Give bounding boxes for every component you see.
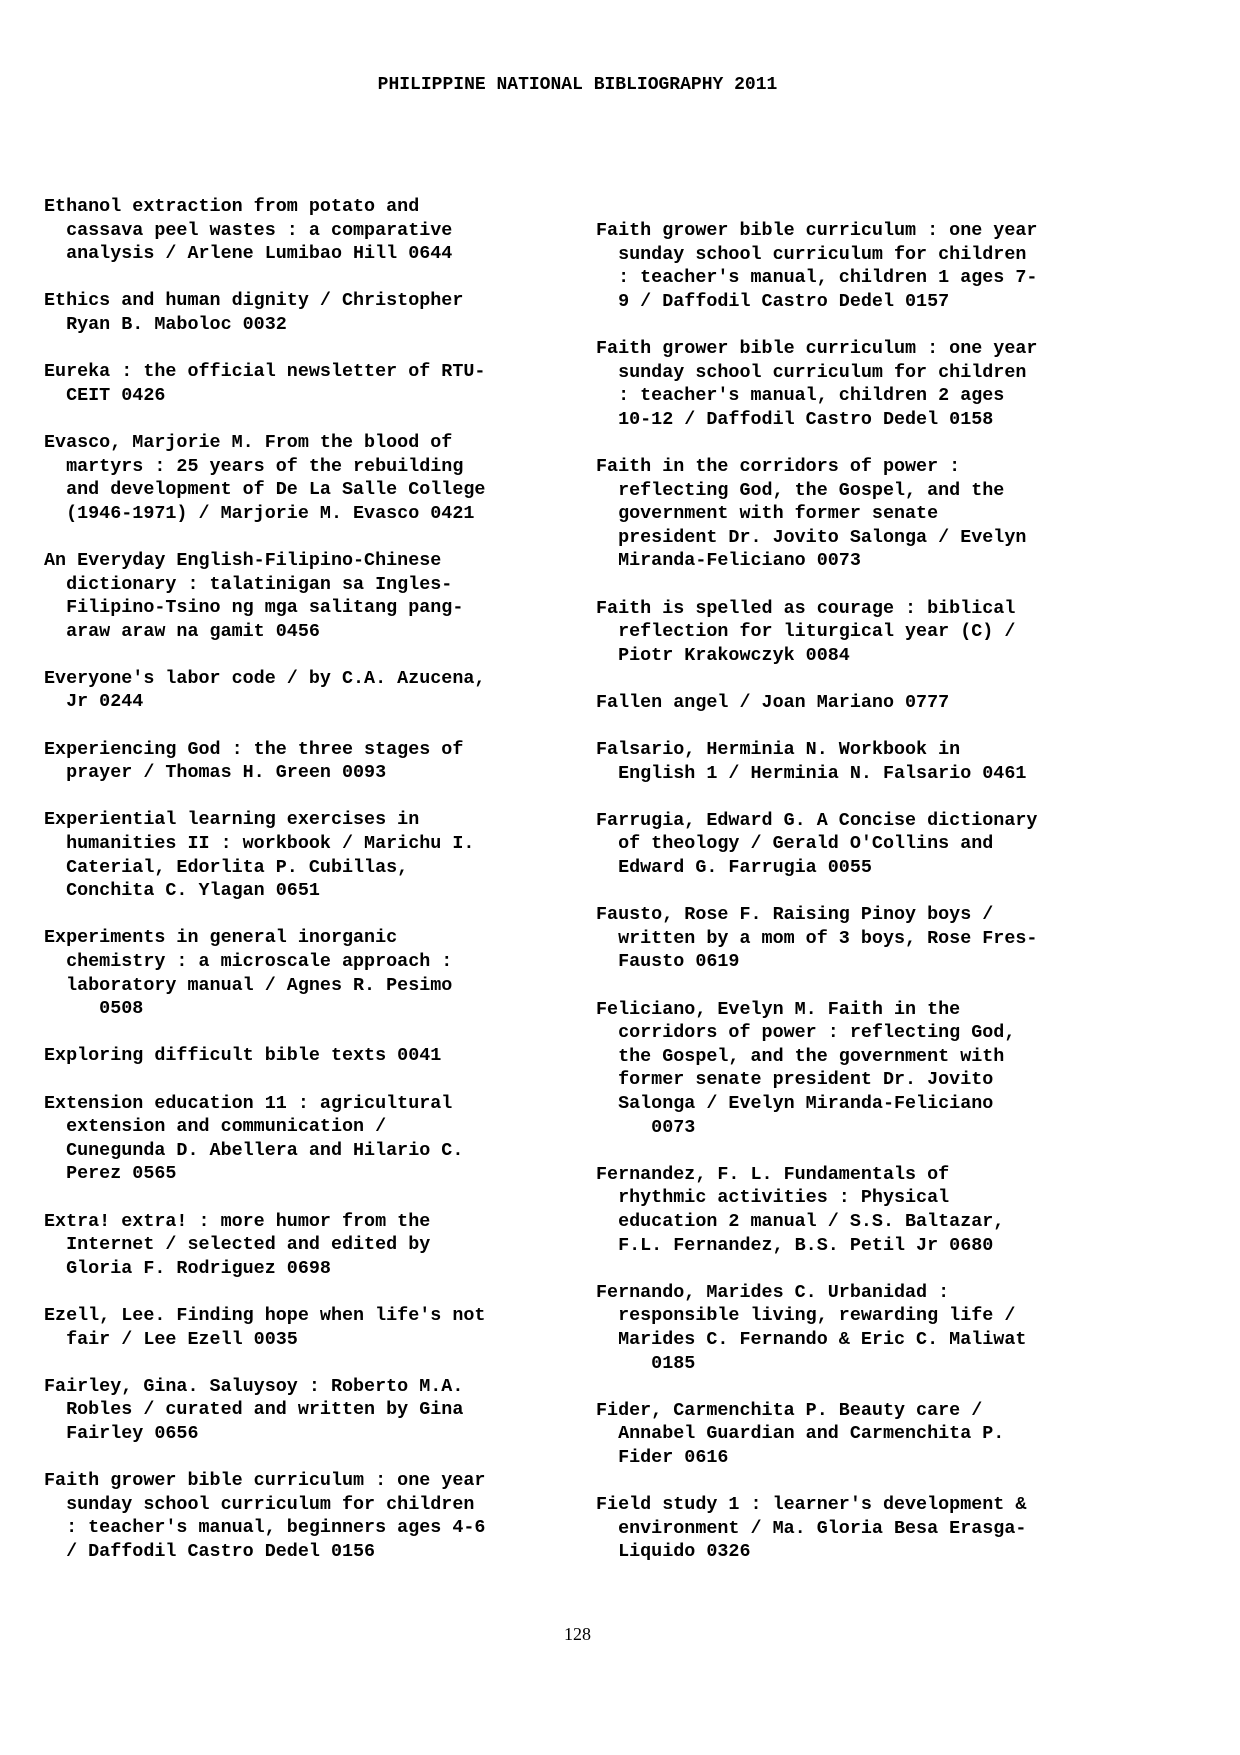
bibliography-entry: Eureka : the official newsletter of RTU- CEIT 0426 bbox=[44, 361, 486, 406]
right-column bbox=[596, 219, 1136, 1587]
bibliography-entry: Fider, Carmenchita P. Beauty care / Annabel Guardian and Carmenchita P. Fider 0616 bbox=[596, 1399, 1005, 1468]
page-number: 128 bbox=[564, 1624, 591, 1644]
bibliography-entry: Ethanol extraction from potato and cassava peel wastes : a comparative analysis / Arlene Lumibao Hill 0644 bbox=[44, 196, 453, 265]
bibliography-entry: Fairley, Gina. Saluysoy : Roberto M.A. Robles / curated and written by Gina Fairley 0656 bbox=[44, 1375, 464, 1444]
bibliography-entry: Faith grower bible curriculum : one year sunday school curriculum for children : teacher's manual, beginners ages 4-6 / Daffodil Castro Dedel 0156 bbox=[44, 1470, 486, 1562]
bibliography-entry: Farrugia, Edward G. A Concise dictionary of theology / Gerald O'Collins and Edward G. Farrugia 0055 bbox=[596, 809, 1038, 879]
bibliography-entry: Fernandez, F. L. Fundamentals of rhythmic activities : Physical education 2 manual / S.S. Baltazar, F.L. Fernandez, B.S. Petil Jr 0680 bbox=[596, 1163, 1005, 1256]
bibliography-entry: Ezell, Lee. Finding hope when life's not fair / Lee Ezell 0035 bbox=[44, 1304, 486, 1350]
bibliography-entry: Extension education 11 : agricultural extension and communication / Cunegunda D. Abellera and Hilario C. Perez 0565 bbox=[44, 1092, 464, 1185]
bibliography-entry: Faith grower bible curriculum : one year sunday school curriculum for children : teacher's manual, children 2 ages 10-12 / Daffodil Castro Dedel 0158 bbox=[596, 337, 1038, 430]
running-header: PHILIPPINE NATIONAL BIBLIOGRAPHY 2011 bbox=[377, 75, 778, 95]
bibliography-entry: An Everyday English-Filipino-Chinese dictionary : talatinigan sa Ingles- Filipino-Tsino ng mga salitang pang- araw araw na gamit 0456 bbox=[44, 549, 464, 642]
bibliography-entry: Faith in the corridors of power : reflecting God, the Gospel, and the government with former senate president Dr. Jovito Salonga / Evelyn Miranda-Feliciano 0073 bbox=[596, 455, 1027, 572]
bibliography-entry: Faith is spelled as courage : biblical reflection for liturgical year (C) / Piotr Krakowczyk 0084 bbox=[596, 597, 1016, 666]
bibliography-entry: Experiencing God : the three stages of prayer / Thomas H. Green 0093 bbox=[44, 738, 464, 784]
bibliography-entry: Field study 1 : learner's development & environment / Ma. Gloria Besa Erasga- Liquido 0326 bbox=[596, 1494, 1027, 1563]
bibliography-entry: Fernando, Marides C. Urbanidad : responsible living, rewarding life / Marides C. Fernando & Eric C. Maliwat 0185 bbox=[596, 1281, 1027, 1374]
bibliography-entry: Everyone's labor code / by C.A. Azucena, Jr 0244 bbox=[44, 667, 486, 713]
bibliography-entry: Falsario, Herminia N. Workbook in English 1 / Herminia N. Falsario 0461 bbox=[596, 739, 1027, 784]
bibliography-entry: Faith grower bible curriculum : one year sunday school curriculum for children : teacher's manual, children 1 ages 7- 9 / Daffodil Castro Dedel 0157 bbox=[596, 220, 1038, 312]
bibliography-entry: Fallen angel / Joan Mariano 0777 bbox=[596, 691, 950, 713]
left-column bbox=[44, 195, 584, 1587]
bibliography-entry: Feliciano, Evelyn M. Faith in the corridors of power : reflecting God, the Gospel, and the government with former senate president Dr. Jovito Salonga / Evelyn Miranda-Feliciano 0073 bbox=[596, 998, 1016, 1138]
bibliography-entry: Experiments in general inorganic chemistry : a microscale approach : laboratory manual / Agnes R. Pesimo 0508 bbox=[44, 927, 453, 1020]
bibliography-entry: Ethics and human dignity / Christopher Ryan B. Maboloc 0032 bbox=[44, 290, 464, 335]
bibliography-entry: Experiential learning exercises in humanities II : workbook / Marichu I. Caterial, Edorlita P. Cubillas, Conchita C. Ylagan 0651 bbox=[44, 809, 475, 902]
bibliography-entry: Fausto, Rose F. Raising Pinoy boys / written by a mom of 3 boys, Rose Fres- Fausto 0619 bbox=[596, 904, 1038, 973]
bibliography-entry: Evasco, Marjorie M. From the blood of martyrs : 25 years of the rebuilding and development of De La Salle College (1946-1971) / Marjorie M. Evasco 0421 bbox=[44, 431, 486, 524]
bibliography-entry: Exploring difficult bible texts 0041 bbox=[44, 1045, 442, 1067]
bibliography-entry: Extra! extra! : more humor from the Internet / selected and edited by Gloria F. Rodriguez 0698 bbox=[44, 1210, 431, 1279]
